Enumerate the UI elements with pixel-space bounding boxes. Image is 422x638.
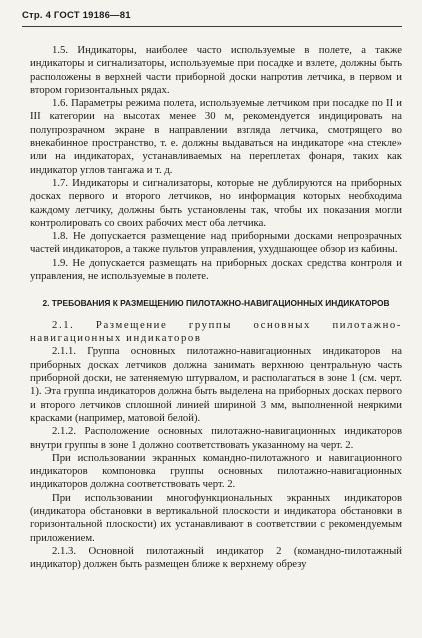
- paragraph-1-6: 1.6. Параметры режима полета, используемые летчиком при посадке по II и III категории на высотах менее 30 м, рекомендуется индицировать на полупрозрачном экране в направлении взгляда летчика, смотрящего во внекабинное пространство, т. е. должны выдаваться на индикаторе «на стекле» или на индикаторах, устанавливаемых на переплетах фонаря, таких как индикатор углов тангажа и т. д.: [30, 97, 402, 176]
- paragraph-multifunction-indicators: При использовании многофункциональных экранных индикаторов (индикатора обстановки в вертикальной плоскости и индикатора обстановки в горизонтальной плоскости) их устанавливают в соответствии с рекомендуемым приложением.: [30, 491, 402, 544]
- paragraph-1-7: 1.7. Индикаторы и сигнализаторы, которые не дублируются на приборных досках первого и второго летчиков, но информация которых необходима каждому летчику, должны быть установлены так, чтобы их показания могли контролировать со своих рабочих мест оба летчика.: [30, 176, 402, 229]
- paragraph-2-1-1: 2.1.1. Группа основных пилотажно-навигационных индикаторов на приборных досках летчиков должна занимать верхнюю центральную часть приборной доски, не затеняемую штурвалом, и располагаться в зоне 1 (см. черт. 1). Эта группа индикаторов должна быть выделена на приборных досках первого и второго летчиков сплошной линией шириной 3 мм, выполненной неяркими красками (например, матовой белой).: [30, 345, 402, 424]
- section-heading: 2. ТРЕБОВАНИЯ К РАЗМЕЩЕНИЮ ПИЛОТАЖНО-НАВИГАЦИОННЫХ ИНДИКАТОРОВ: [42, 298, 390, 309]
- paragraph-1-8: 1.8. Не допускается размещение над приборными досками непрозрачных частей индикаторов, а также пультов управления, ухудшающее обзор из кабины.: [30, 230, 402, 256]
- subsection-title: 2.1. Размещение группы основных пилотажно-навигационных индикаторов: [30, 318, 402, 345]
- paragraph-1-5: 1.5. Индикаторы, наиболее часто используемые в полете, а также индикаторы и сигнализаторы, используемые при посадке и взлете, должны быть расположены в верхней части приборной доски напротив летчика, в первом и втором горизонтальных рядах.: [30, 44, 402, 96]
- running-head: Стр. 4 ГОСТ 19186—81: [22, 10, 131, 21]
- header-rule: [22, 26, 402, 27]
- paragraph-screen-indicators: При использовании экранных командно-пилотажного и навигационного индикаторов компоновка группы основных пилотажно-навигационных индикаторов должна соответствовать черт. 2.: [30, 451, 402, 491]
- paragraph-2-1-2: 2.1.2. Расположение основных пилотажно-навигационных индикаторов внутри группы в зоне 1 должно соответствовать указанному на черт. 2.: [30, 425, 402, 451]
- paragraph-2-1-3: 2.1.3. Основной пилотажный индикатор 2 (командно-пилотажный индикатор) должен быть размещен ближе к верхнему обрезу: [30, 544, 402, 571]
- document-body: [30, 44, 402, 571]
- paragraph-1-9: 1.9. Не допускается размещать на приборных досках средства контроля и управления, не используемые в полете.: [30, 256, 402, 283]
